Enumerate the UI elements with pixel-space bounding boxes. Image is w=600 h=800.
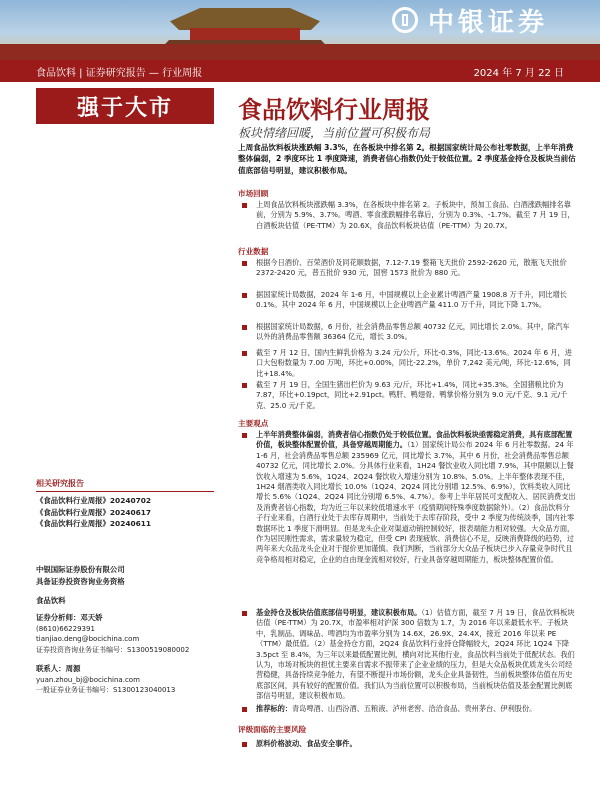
bullet-icon [242,293,247,298]
industry-para-1: 根据今日酒价、百荣酒价及同花顺数据，7.12-7.19 整箱飞天批价 2592-2620 元，散瓶飞天批价 2372-2420 元，普五批价 930 元，国窖 1573 批价为 880 元。 [238,258,576,279]
bullet-icon [242,351,247,356]
report-title: 食品饮料行业周报 [238,95,430,124]
analyst-block [36,612,214,696]
contact-email[interactable]: yuan.zhou_bj@bocichina.com [36,675,140,684]
report-category: 食品饮料 | 证券研究报告 — 行业周报 [36,67,203,79]
industry-para-4: 截至 7 月 12 日，国内生鲜乳价格为 3.24 元/公斤，环比-0.3%，同比-13.6%。2024 年 6 月，进口大包粉数量为 7.00 万吨，环比+0.00%，同比-22.2%，单价 7,242 美元/吨，环比-12.6%，同比+18.4%。 [238,348,576,379]
bullet-icon [242,203,247,208]
risk-heading: 评级面临的主要风险 [238,725,307,734]
views-para-1: 上半年消费整体偏弱，消费者信心指数仍处于较低位置。食品饮料板块亟需稳定消费，具有底部配置价值，板块整体配置价值，具备穿越周期能力。（1）国家统计局公布 2024 年 6 月社零数据。24 年 1-6 月，社会消费品零售总额 235969 亿元，同比增长 3.7%，其中 6 月份，社会消费品零售总额 40732 亿元，同比增长 2.0%。分具体行业来看，1H24 餐饮业收入同比增 7.9%，其中限额以上餐饮收入增速为 5.6%，1Q24、2Q24 餐饮收入增速分别为 10.8%、5.0%。上半年整体表现不佳，1H24 烟酒类收入同比增长 10.0%（1Q24、2Q24 同比分别增 12.5%、6.9%），饮料类收入同比增长 5.6%（1Q24、2Q24 同比分别增 6.5%、4.7%）。参考上半年居民可支配收入、居民消费支出及消费者信心指数，均为近三年以来较低增速水平（疫情期间特殊季度数据除外）。（2）食品饮料分子行业来看，白酒行业处于去库存周期中，当前处于去库存阶段，受中 2 季度为传统淡季，国内社零数据环比 1 季度下滑明显。但是龙头企业对渠道动销控制较好，报表端能力相对较强。大众品方面，作为居民刚性需求，需求量较为稳定，但受 CPI 表现疲软、消费信心不足，反映消费降级的趋势，过两年来大众品龙头企业对于提价更加谨慎。我们判断，当前部分大众品子板块已步入存量竞争时代且竞争格局相对稳定，企业的自由现金流相对较好，行业具备穿越周期能力，板块整体配置价值。 [238,430,576,606]
analyst-email[interactable]: tianjiao.deng@bocichina.com [36,635,140,643]
analyst-heading: 证券分析师：邓天娇 [36,613,103,622]
sector-name: 食品饮料 [36,596,66,605]
palace-roof-image [170,8,320,30]
related-reports [36,478,214,530]
industry-para-3: 根据国家统计局数据，6 月份，社会消费品零售总额 40732 亿元，同比增长 2.0%。其中，除汽车以外的消费品零售额 36364 亿元，增长 3.0%。 [238,322,576,343]
section-heading-market: 市场回顾 [238,189,269,198]
header-banner [0,0,600,60]
bank-logo-icon [392,7,418,33]
risk-item: 原料价格波动、食品安全事件。 [238,739,576,749]
org-block [36,564,214,607]
contact-cert: 一般证券业务证书编号：S1300123040013 [36,686,176,694]
section-heading-views: 主要观点 [238,419,269,428]
report-summary: 上周食品饮料板块涨跌幅 3.3%，在各板块中排名第 2。根据国家统计局公布社零数据，上半年消费整体偏弱，2 季度环比 1 季度降速，消费者信心指数仍处于较低位置。2 季度基金持仓及板块当前估值底部信号明显，建议积极布局。 [238,143,576,175]
analyst-cert: 证券投资咨询业务证书编号：S1300519080002 [36,645,190,654]
analyst-phone: (8610)66229391 [36,624,95,633]
report-category-bar [0,60,600,82]
report-subtitle: 板块情绪回暖，当前位置可积极布局 [238,126,431,140]
logo-text: 中银证券 [428,7,549,38]
bullet-icon [242,611,247,616]
views-para-3: 推荐标的：青岛啤酒、山西汾酒、五粮液、泸州老窖、洽洽食品、贵州茅台、伊利股份。 [238,704,576,714]
bullet-icon [242,261,247,266]
bullet-icon [242,707,247,712]
views-para-2: 基金持仓及板块估值底部信号明显，建议积极布局。（1）估值方面，截至 7 月 19 日，食品饮料板块估值（PE-TTM）为 20.7X，市盈率相对沪深 300 倍数为 1.7，为 2016 年以来最低水平。子板块中，乳制品、调味品、啤酒均为市盈率分别为 14.6X、26.9X、24.4X，接近 2016 年以来 PE（TTM）最低值。（2）基金持仓方面，2Q24 食品饮料行业持仓降幅较大，2Q24 环比 1Q24 下降 3.5pct 至 8.4%，为三年以来最低配置比例，横向对比其他行业，食品饮料当前处于低配状态。我们认为，市场对板块的担忧主要来自需求不振带来了企业业绩的压力，但是大众品板块优质龙头公司经营稳健，具备持续竞争能力，有望不断提升市场份额，龙头企业具备韧性，当前板块整体估值在历史底部区间，具有较好的配置价值。我们认为当前位置可以积极布局，当前板块估值及基金配置比例底部信号明显，建议积极布局。 [238,608,576,700]
bullet-icon [242,742,247,747]
rating-badge: 强于大市 [36,88,214,124]
market-para-1: 上周食品饮料板块涨跌幅 3.3%，在各板块中排名第 2。子板块中，预加工食品、白酒涨跌幅排名靠前，分别为 5.9%、3.7%。啤酒、零食涨跌幅排名靠后，分别为 0.3%、-1.7%。截至 7 月 19 日，白酒板块估值（PE-TTM）为 20.6X，食品饮料板块估值（PE-TTM）为 20.7X。 [238,200,576,231]
related-report-2[interactable]: 《食品饮料行业周报》20240617 [36,507,152,517]
industry-para-5: 截至 7 月 19 日，全国生猪出栏价为 9.63 元/斤，环比+1.4%，同比+35.3%。全国猪粮比价为 7.87，环比+0.19pct，同比+2.91pct。鸭肝、鸭翅骨、鸭掌价格分别为 9.0 元/千克、9.1 元/千克、25.0 元/千克。 [238,380,576,411]
org-name: 中银国际证券股份有限公司 具备证券投资咨询业务资格 [36,565,125,586]
related-heading: 相关研究报告 [36,478,214,492]
bullet-icon [242,325,247,330]
industry-para-2: 据国家统计局数据，2024 年 1-6 月，中国规模以上企业累计啤酒产量 1908.8 万千升，同比增长 0.1%。其中 2024 年 6 月，中国规模以上企业啤酒产量 411.0 万千升，同比下降 1.7%。 [238,290,576,311]
bullet-icon [242,383,247,388]
report-date: 2024 年 7 月 22 日 [473,67,564,79]
palace-facade-image [190,28,300,42]
contact-heading: 联系人：周源 [36,664,81,673]
palace-wall-image [0,44,600,60]
section-heading-industry: 行业数据 [238,247,269,256]
company-logo [392,0,600,40]
related-report-1[interactable]: 《食品饮料行业周报》20240702 [36,496,152,505]
related-report-3[interactable]: 《食品饮料行业周报》20240611 [36,519,152,528]
bullet-icon [242,433,247,438]
risk-section [238,724,576,800]
